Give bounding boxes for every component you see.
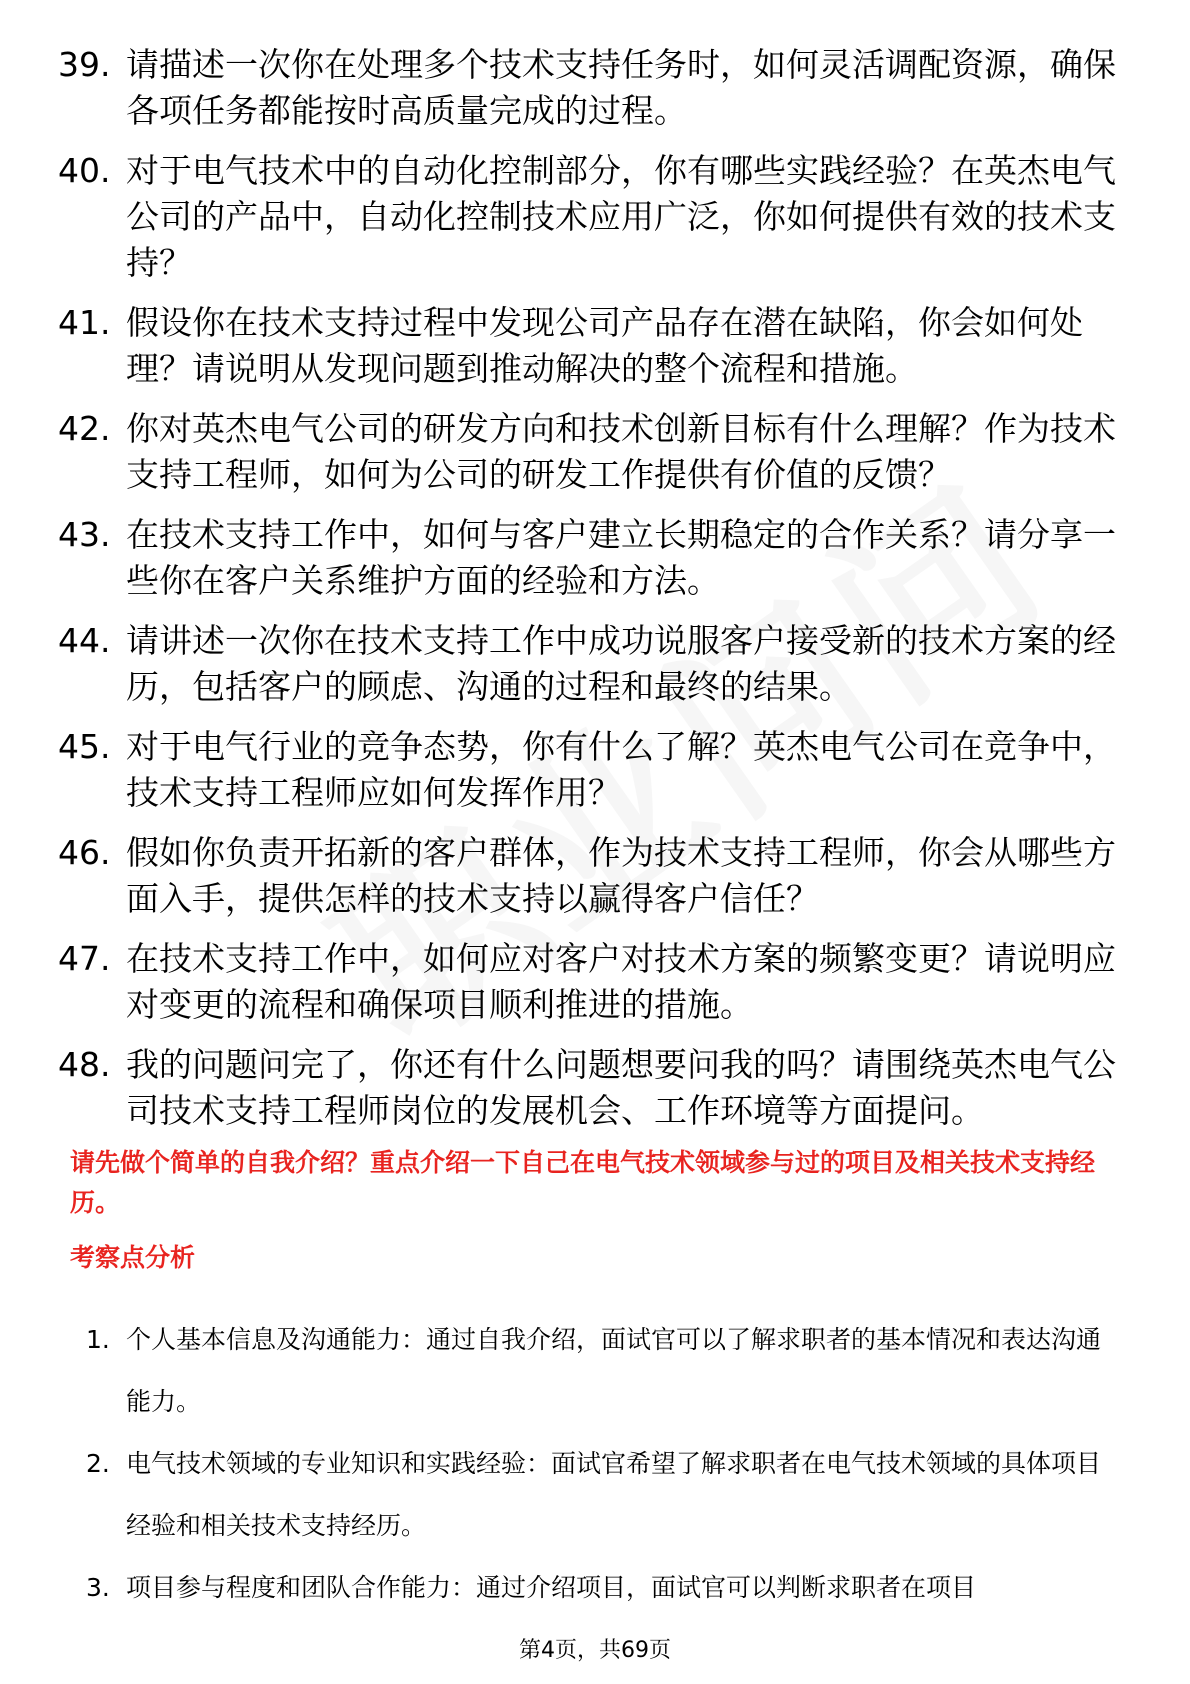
- question-text: 请描述一次你在处理多个技术支持任务时，如何灵活调配资源，确保各项任务都能按时高质量完成的过程。: [126, 45, 1116, 130]
- question-number: 43.: [58, 515, 111, 554]
- question-text: 我的问题问完了，你还有什么问题想要问我的吗？请围绕英杰电气公司技术支持工程师岗位的发展机会、工作环境等方面提问。: [126, 1045, 1116, 1130]
- question-number: 40.: [58, 151, 111, 190]
- question-text: 对于电气行业的竞争态势，你有什么了解？英杰电气公司在竞争中，技术支持工程师应如何发挥作用？: [126, 727, 1116, 812]
- question-item: [58, 300, 1128, 392]
- question-item: [58, 512, 1128, 604]
- question-item: [58, 724, 1128, 816]
- question-number: 47.: [58, 939, 111, 978]
- question-item: [58, 618, 1128, 710]
- analysis-item: [86, 1433, 1116, 1557]
- analysis-text: 电气技术领域的专业知识和实践经验：面试官希望了解求职者在电气技术领域的具体项目经验和相关技术支持经历。: [126, 1449, 1102, 1540]
- question-list: [58, 42, 1128, 1148]
- question-text: 在技术支持工作中，如何应对客户对技术方案的频繁变更？请说明应对变更的流程和确保项目顺利推进的措施。: [126, 939, 1116, 1024]
- question-number: 39.: [58, 45, 111, 84]
- highlight-question: 请先做个简单的自我介绍？重点介绍一下自己在电气技术领域参与过的项目及相关技术支持经历。: [70, 1148, 1096, 1217]
- question-text: 假设你在技术支持过程中发现公司产品存在潜在缺陷，你会如何处理？请说明从发现问题到推动解决的整个流程和措施。: [126, 303, 1083, 388]
- question-text: 假如你负责开拓新的客户群体，作为技术支持工程师，你会从哪些方面入手，提供怎样的技术支持以赢得客户信任？: [126, 833, 1116, 918]
- analysis-item: [86, 1309, 1116, 1433]
- question-item: [58, 830, 1128, 922]
- analysis-text: 个人基本信息及沟通能力：通过自我介绍，面试官可以了解求职者的基本情况和表达沟通能力。: [126, 1325, 1102, 1416]
- question-item: [58, 148, 1128, 286]
- question-number: 45.: [58, 727, 111, 766]
- question-item: [58, 1042, 1128, 1134]
- question-number: 42.: [58, 409, 111, 448]
- analysis-number: 3.: [86, 1573, 110, 1602]
- page-footer: 第4页，共69页: [519, 1638, 671, 1663]
- analysis-text: 项目参与程度和团队合作能力：通过介绍项目，面试官可以判断求职者在项目: [126, 1573, 977, 1602]
- question-number: 41.: [58, 303, 111, 342]
- question-item: [58, 406, 1128, 498]
- question-item: [58, 42, 1128, 134]
- analysis-list: [86, 1309, 1116, 1619]
- question-text: 对于电气技术中的自动化控制部分，你有哪些实践经验？在英杰电气公司的产品中，自动化控制技术应用广泛，你如何提供有效的技术支持？: [126, 151, 1116, 282]
- question-text: 你对英杰电气公司的研发方向和技术创新目标有什么理解？作为技术支持工程师，如何为公司的研发工作提供有价值的反馈？: [126, 409, 1116, 494]
- analysis-number: 1.: [86, 1325, 110, 1354]
- question-number: 46.: [58, 833, 111, 872]
- analysis-item: [86, 1557, 1116, 1619]
- analysis-heading: 考察点分析: [70, 1243, 196, 1272]
- question-text: 请讲述一次你在技术支持工作中成功说服客户接受新的技术方案的经历，包括客户的顾虑、沟通的过程和最终的结果。: [126, 621, 1116, 706]
- question-number: 44.: [58, 621, 111, 660]
- analysis-number: 2.: [86, 1449, 110, 1478]
- question-text: 在技术支持工作中，如何与客户建立长期稳定的合作关系？请分享一些你在客户关系维护方面的经验和方法。: [126, 515, 1116, 600]
- question-item: [58, 936, 1128, 1028]
- question-number: 48.: [58, 1045, 111, 1084]
